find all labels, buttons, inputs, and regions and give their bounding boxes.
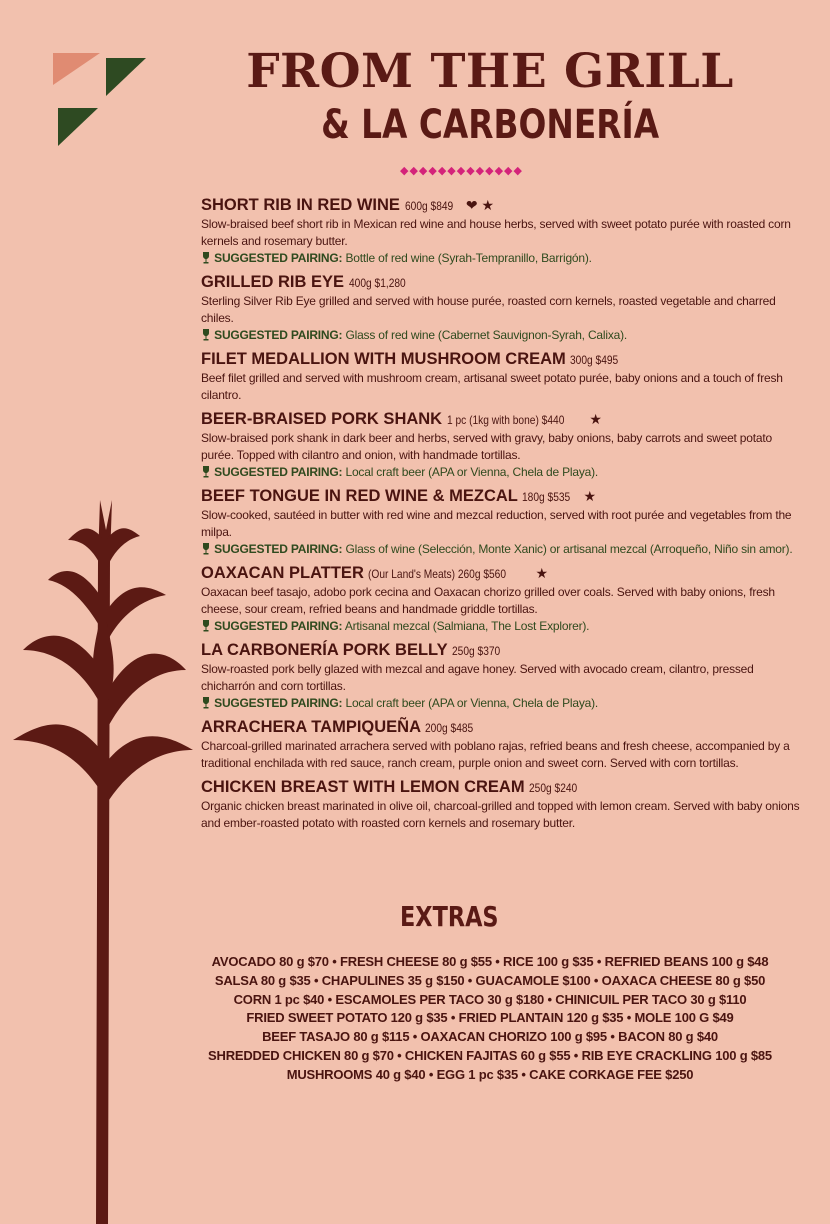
extras-title: EXTRAS	[400, 900, 499, 933]
item-heading	[201, 717, 801, 738]
item-name: GRILLED RIB EYE	[201, 273, 345, 291]
extras-line: FRIED SWEET POTATO 120 g $35 • FRIED PLANTAIN 120 g $35 • MOLE 100 G $49	[246, 1010, 734, 1026]
item-description: Organic chicken breast marinated in olive oil, charcoal-grilled and topped with lemon cream. Served with baby onions and ember-roasted potato with roasted corn kernels and rosemary butter.	[201, 799, 800, 830]
menu-item	[201, 272, 801, 344]
item-name: SHORT RIB IN RED WINE	[201, 196, 400, 214]
item-name: BEER-BRAISED PORK SHANK	[201, 410, 443, 428]
item-name: CHICKEN BREAST WITH LEMON CREAM	[201, 778, 525, 796]
item-marks: ❤ ★	[465, 197, 495, 213]
menu-item	[201, 717, 801, 772]
pairing-label: SUGGESTED PAIRING:	[214, 465, 343, 479]
pairing-text: Local craft beer (APA or Vienna, Chela de Playa).	[345, 465, 599, 479]
pairing-text: Bottle of red wine (Syrah-Tempranillo, Barrigón).	[345, 251, 592, 265]
item-heading	[201, 272, 801, 293]
wine-glass-icon	[201, 543, 211, 555]
item-heading	[201, 777, 801, 798]
item-name: FILET MEDALLION WITH MUSHROOM CREAM	[201, 350, 566, 368]
item-marks: ★	[583, 488, 597, 504]
title-line-2: & LA CARBONERÍA	[320, 102, 660, 148]
triangle-decoration	[50, 50, 150, 150]
pairing-label: SUGGESTED PAIRING:	[214, 542, 343, 556]
item-name: OAXACAN PLATTER	[201, 564, 364, 582]
item-meta: 1 pc (1kg with bone) $440	[446, 413, 565, 427]
wine-glass-icon	[201, 329, 211, 341]
item-meta: 200g $485	[424, 721, 474, 735]
pairing-text: Glass of red wine (Cabernet Sauvignon-Syrah, Calixa).	[345, 328, 628, 342]
divider-dots: ◆◆◆◆◆◆◆◆◆◆◆◆◆	[400, 165, 523, 177]
item-description: Slow-braised pork shank in dark beer and herbs, served with gravy, baby onions, baby carrots and sweet potato purée. Topped with cilantro and onion, with handmade tortillas.	[201, 431, 772, 462]
item-description: Beef filet grilled and served with mushroom cream, artisanal sweet potato purée, baby onions and a touch of fresh cilantro.	[201, 371, 783, 402]
extras-line: SHREDDED CHICKEN 80 g $70 • CHICKEN FAJITAS 60 g $55 • RIB EYE CRACKLING 100 g $85	[208, 1047, 772, 1063]
item-heading	[201, 349, 801, 370]
page-title	[240, 44, 740, 150]
item-pairing	[201, 327, 801, 344]
item-name: ARRACHERA TAMPIQUEÑA	[201, 718, 421, 736]
item-meta: 180g $535	[522, 490, 571, 504]
item-meta: 250g $240	[529, 781, 578, 795]
item-meta: 600g $849	[404, 199, 453, 213]
item-heading	[201, 195, 801, 216]
extras-line: AVOCADO 80 g $70 • FRESH CHEESE 80 g $55 • RICE 100 g $35 • REFRIED BEANS 100 g $48	[211, 954, 769, 969]
pairing-label: SUGGESTED PAIRING:	[214, 696, 343, 710]
item-meta: 250g $370	[451, 644, 501, 658]
item-heading	[201, 640, 801, 661]
pairing-text: Local craft beer (APA or Vienna, Chela de Playa).	[345, 696, 599, 710]
wine-glass-icon	[201, 252, 211, 264]
item-name: BEEF TONGUE IN RED WINE & MEZCAL	[201, 487, 518, 505]
item-pairing	[201, 541, 801, 558]
extras-line: MUSHROOMS 40 g $40 • EGG 1 pc $35 • CAKE CORKAGE FEE $250	[286, 1066, 694, 1082]
item-heading	[201, 563, 801, 584]
item-description: Charcoal-grilled marinated arrachera served with poblano rajas, refried beans and fresh cheese, accompanied by a traditional enchilada with red sauce, ranch cream, purple onion and sweet corn. Served with corn tortillas.	[201, 739, 790, 770]
extras-line: CORN 1 pc $40 • ESCAMOLES PER TACO 30 g $180 • CHINICUIL PER TACO 30 g $110	[233, 991, 747, 1007]
item-heading	[201, 486, 801, 507]
item-marks: ★	[589, 411, 602, 427]
item-description: Slow-roasted pork belly glazed with mezcal and agave honey. Served with avocado cream, cilantro, pressed chicharrón and corn tortillas.	[201, 662, 754, 693]
wine-glass-icon	[201, 697, 211, 709]
item-meta: 400g $1,280	[348, 276, 406, 290]
menu-item	[201, 195, 801, 267]
menu-items	[201, 195, 801, 837]
title-line-1: FROM THE GRILL	[246, 44, 734, 99]
pairing-label: SUGGESTED PAIRING:	[214, 619, 343, 633]
item-meta: 300g $495	[570, 353, 619, 367]
menu-item	[201, 563, 801, 635]
item-name: LA CARBONERÍA PORK BELLY	[201, 641, 448, 659]
item-pairing	[201, 464, 801, 481]
menu-item	[201, 349, 801, 404]
menu-item	[201, 640, 801, 712]
pairing-text: Glass of wine (Selección, Monte Xanic) or artisanal mezcal (Arroqueño, Niño sin amor).	[345, 542, 793, 556]
item-description: Slow-braised beef short rib in Mexican red wine and house herbs, served with sweet potato purée with roasted corn kernels and rosemary butter.	[201, 217, 791, 248]
item-description: Oaxacan beef tasajo, adobo pork cecina and Oaxacan chorizo grilled over coals. Served with baby onions, fresh cheese, sour cream, refried beans and handmade griddle tortillas.	[201, 585, 775, 616]
menu-item	[201, 777, 801, 832]
item-pairing	[201, 250, 801, 267]
menu-item	[201, 486, 801, 558]
extras-list	[190, 953, 790, 1085]
item-description: Sterling Silver Rib Eye grilled and served with house purée, roasted corn kernels, roasted vegetable and charred chiles.	[201, 294, 776, 325]
menu-item	[201, 409, 801, 481]
item-pairing	[201, 695, 801, 712]
item-pairing	[201, 618, 801, 635]
extras-line: BEEF TASAJO 80 g $115 • OAXACAN CHORIZO 100 g $95 • BACON 80 g $40	[262, 1029, 718, 1045]
wine-glass-icon	[201, 466, 211, 478]
pairing-text: Artisanal mezcal (Salmiana, The Lost Explorer).	[344, 619, 590, 633]
item-description: Slow-cooked, sautéed in butter with red wine and mezcal reduction, served with root purée and vegetables from the milpa.	[201, 508, 792, 539]
extras-line: SALSA 80 g $35 • CHAPULINES 35 g $150 • GUACAMOLE $100 • OAXACA CHEESE 80 g $50	[214, 972, 766, 988]
wine-glass-icon	[201, 620, 211, 632]
corn-stalk-illustration	[8, 500, 198, 1224]
item-marks: ★	[535, 565, 548, 581]
pairing-label: SUGGESTED PAIRING:	[214, 328, 343, 342]
item-heading	[201, 409, 801, 430]
pairing-label: SUGGESTED PAIRING:	[214, 251, 343, 265]
item-meta: (Our Land's Meats) 260g $560	[368, 567, 507, 581]
